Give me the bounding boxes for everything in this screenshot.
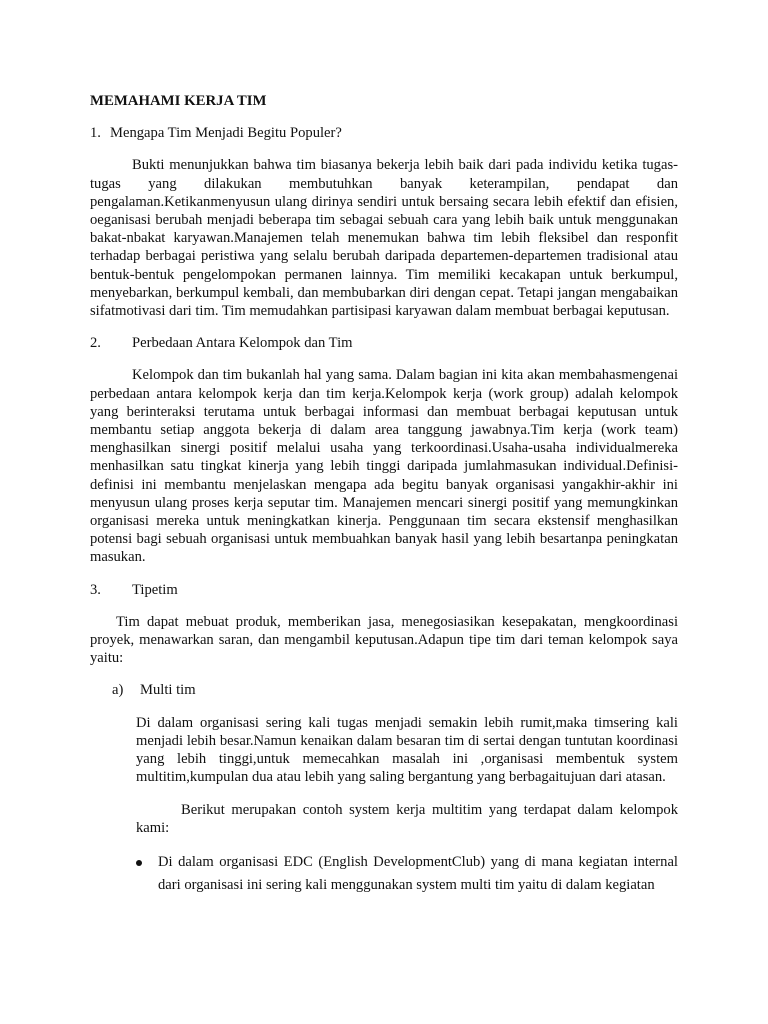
section-number-2: 2. (90, 335, 101, 352)
section-heading-3 (90, 581, 678, 599)
subsection-paragraph-1: Di dalam organisasi sering kali tugas menjadi semakin lebih rumit,maka timsering kali menjadi lebih besar.Namun kenaikan dalam besaran tim di sertai dengan tuntutan koordinasi yang lebih tinggi,untuk memecahkan masalah ini ,organisasi membentuk system multitim,kumpulan dua atau lebih yang saling bergantung yang berbagaitujuan dari atasan. (136, 714, 678, 786)
subsection-label: a) (112, 682, 124, 699)
section-paragraph-3: Tim dapat mebuat produk, memberikan jasa, menegosiasikan kesepakatan, mengkoordinasi proyek, menawarkan saran, dan mengambil keputusan.Adapun tipe tim dari teman kelompok saya yaitu: (90, 613, 678, 667)
subsection-heading (112, 681, 678, 699)
section-title-3: Tipetim (132, 581, 178, 598)
subsection-paragraph-2: Berikut merupakan contoh system kerja multitim yang terdapat dalam kelompok kami: (136, 801, 678, 836)
list-item (136, 851, 678, 897)
section-paragraph-1: Bukti menunjukkan bahwa tim biasanya bekerja lebih baik dari pada individu ketika tugas-tugas yang dilakukan membutuhkan banyak keterampilan, pendapat dan pengalaman.Ketikanmenyusun ulang dirinya sendiri untuk bersaing secara lebih efektif dan efisien, oeganisasi berubah menjadi beberapa tim sebagai sebuah cara yang lebih baik untuk menggunakan bakat-nbakat karyawan.Manajemen telah menemukan bahwa tim lebih fleksibel dan responfit terhadap berbagai peristiwa yang selalu berubah daripada departemen-departemen tradisional atau bentuk-bentuk pengelompokan permanen lainnya. Tim memiliki kecakapan untuk berkumpul, menyebarkan, berkumpul kembali, dan membubarkan diri dengan cepat. Tetapi jangan mengabaikan sifatmotivasi dari tim. Tim memudahkan partisipasi karyawan dalam membuat berbagai keputusan. (90, 157, 678, 320)
section-title-1: Mengapa Tim Menjadi Begitu Populer? (110, 125, 342, 142)
section-heading-2 (90, 334, 678, 352)
subsection-title: Multi tim (140, 682, 196, 699)
section-paragraph-2: Kelompok dan tim bukanlah hal yang sama. Dalam bagian ini kita akan membahasmengenai perbedaan antara kelompok kerja dan tim kerja.Kelompok kerja (work group) adalah kelompok yang berinteraksi terutama untuk berbagai informasi dan membuat berbagai keputusan untuk membantu setiap anggota bekerja di dalam area tanggung jawabnya.Tim kerja (work team) menghasilkan sinergi positif melalui usaha yang terkoordinasi.Usaha-usaha individualmereka menhasilkan satu tingkat kinerja yang lebih tinggi daripada jumlahmasukan individual.Definisi-definisi ini membantu menjelaskan mengapa ada begitu banyak organisasi yangakhir-akhir ini menyusun ulang proses kerja seputar tim. Manajemen mencari sinergi positif yang memungkinkan organisasi mereka untuk meningkatkan kinerja. Penggunaan tim secara ekstensif menghasilkan potensi bagi sebuah organisasi untuk membuahkan banyak hasil yang lebih besartanpa peningkatan masukan. (90, 367, 678, 566)
section-title-2: Perbedaan Antara Kelompok dan Tim (132, 335, 353, 352)
section-heading-1 (90, 124, 678, 142)
section-number-3: 3. (90, 581, 101, 598)
section-number-1: 1. (90, 125, 101, 142)
document-page (90, 92, 678, 897)
bullet-list (136, 851, 678, 897)
document-title: MEMAHAMI KERJA TIM (90, 93, 267, 109)
list-item-text: Di dalam organisasi EDC (English DevelopmentClub) yang di mana kegiatan internal dari organisasi ini sering kali menggunakan system multi tim yaitu di dalam kegiatan (158, 853, 678, 893)
bullet-dot-icon (136, 860, 142, 866)
